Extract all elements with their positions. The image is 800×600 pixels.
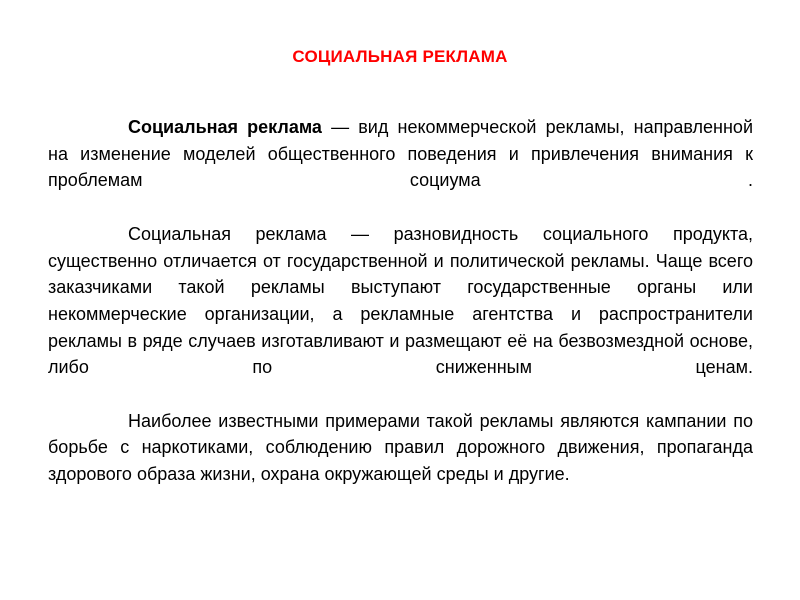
- defined-term: Социальная реклама: [128, 117, 322, 137]
- slide-body: [48, 114, 753, 488]
- slide-title: СОЦИАЛЬНАЯ РЕКЛАМА: [292, 47, 508, 66]
- paragraph-examples: Наиболее известными примерами такой рекламы являются кампании по борьбе с наркотиками, соблюдению правил дорожного движения, пропаганда здорового образа жизни, охрана окружающей среды и другие.: [48, 410, 753, 485]
- paragraph-definition: [48, 114, 753, 194]
- paragraph-description: Социальная реклама — разновидность социального продукта, существенно отличается от государственной и политической рекламы. Чаще всего заказчиками такой рекламы выступают государственные органы или некоммерческие организации, а рекламные агентства и распространители рекламы в ряде случаев изготавливают и размещают её на безвозмездной основе, либо по сниженным ценам.: [48, 223, 753, 378]
- definition-text: — вид некоммерческой рекламы, направленной на изменение моделей общественного поведения и привлечения внимания к проблемам социума .: [48, 117, 753, 191]
